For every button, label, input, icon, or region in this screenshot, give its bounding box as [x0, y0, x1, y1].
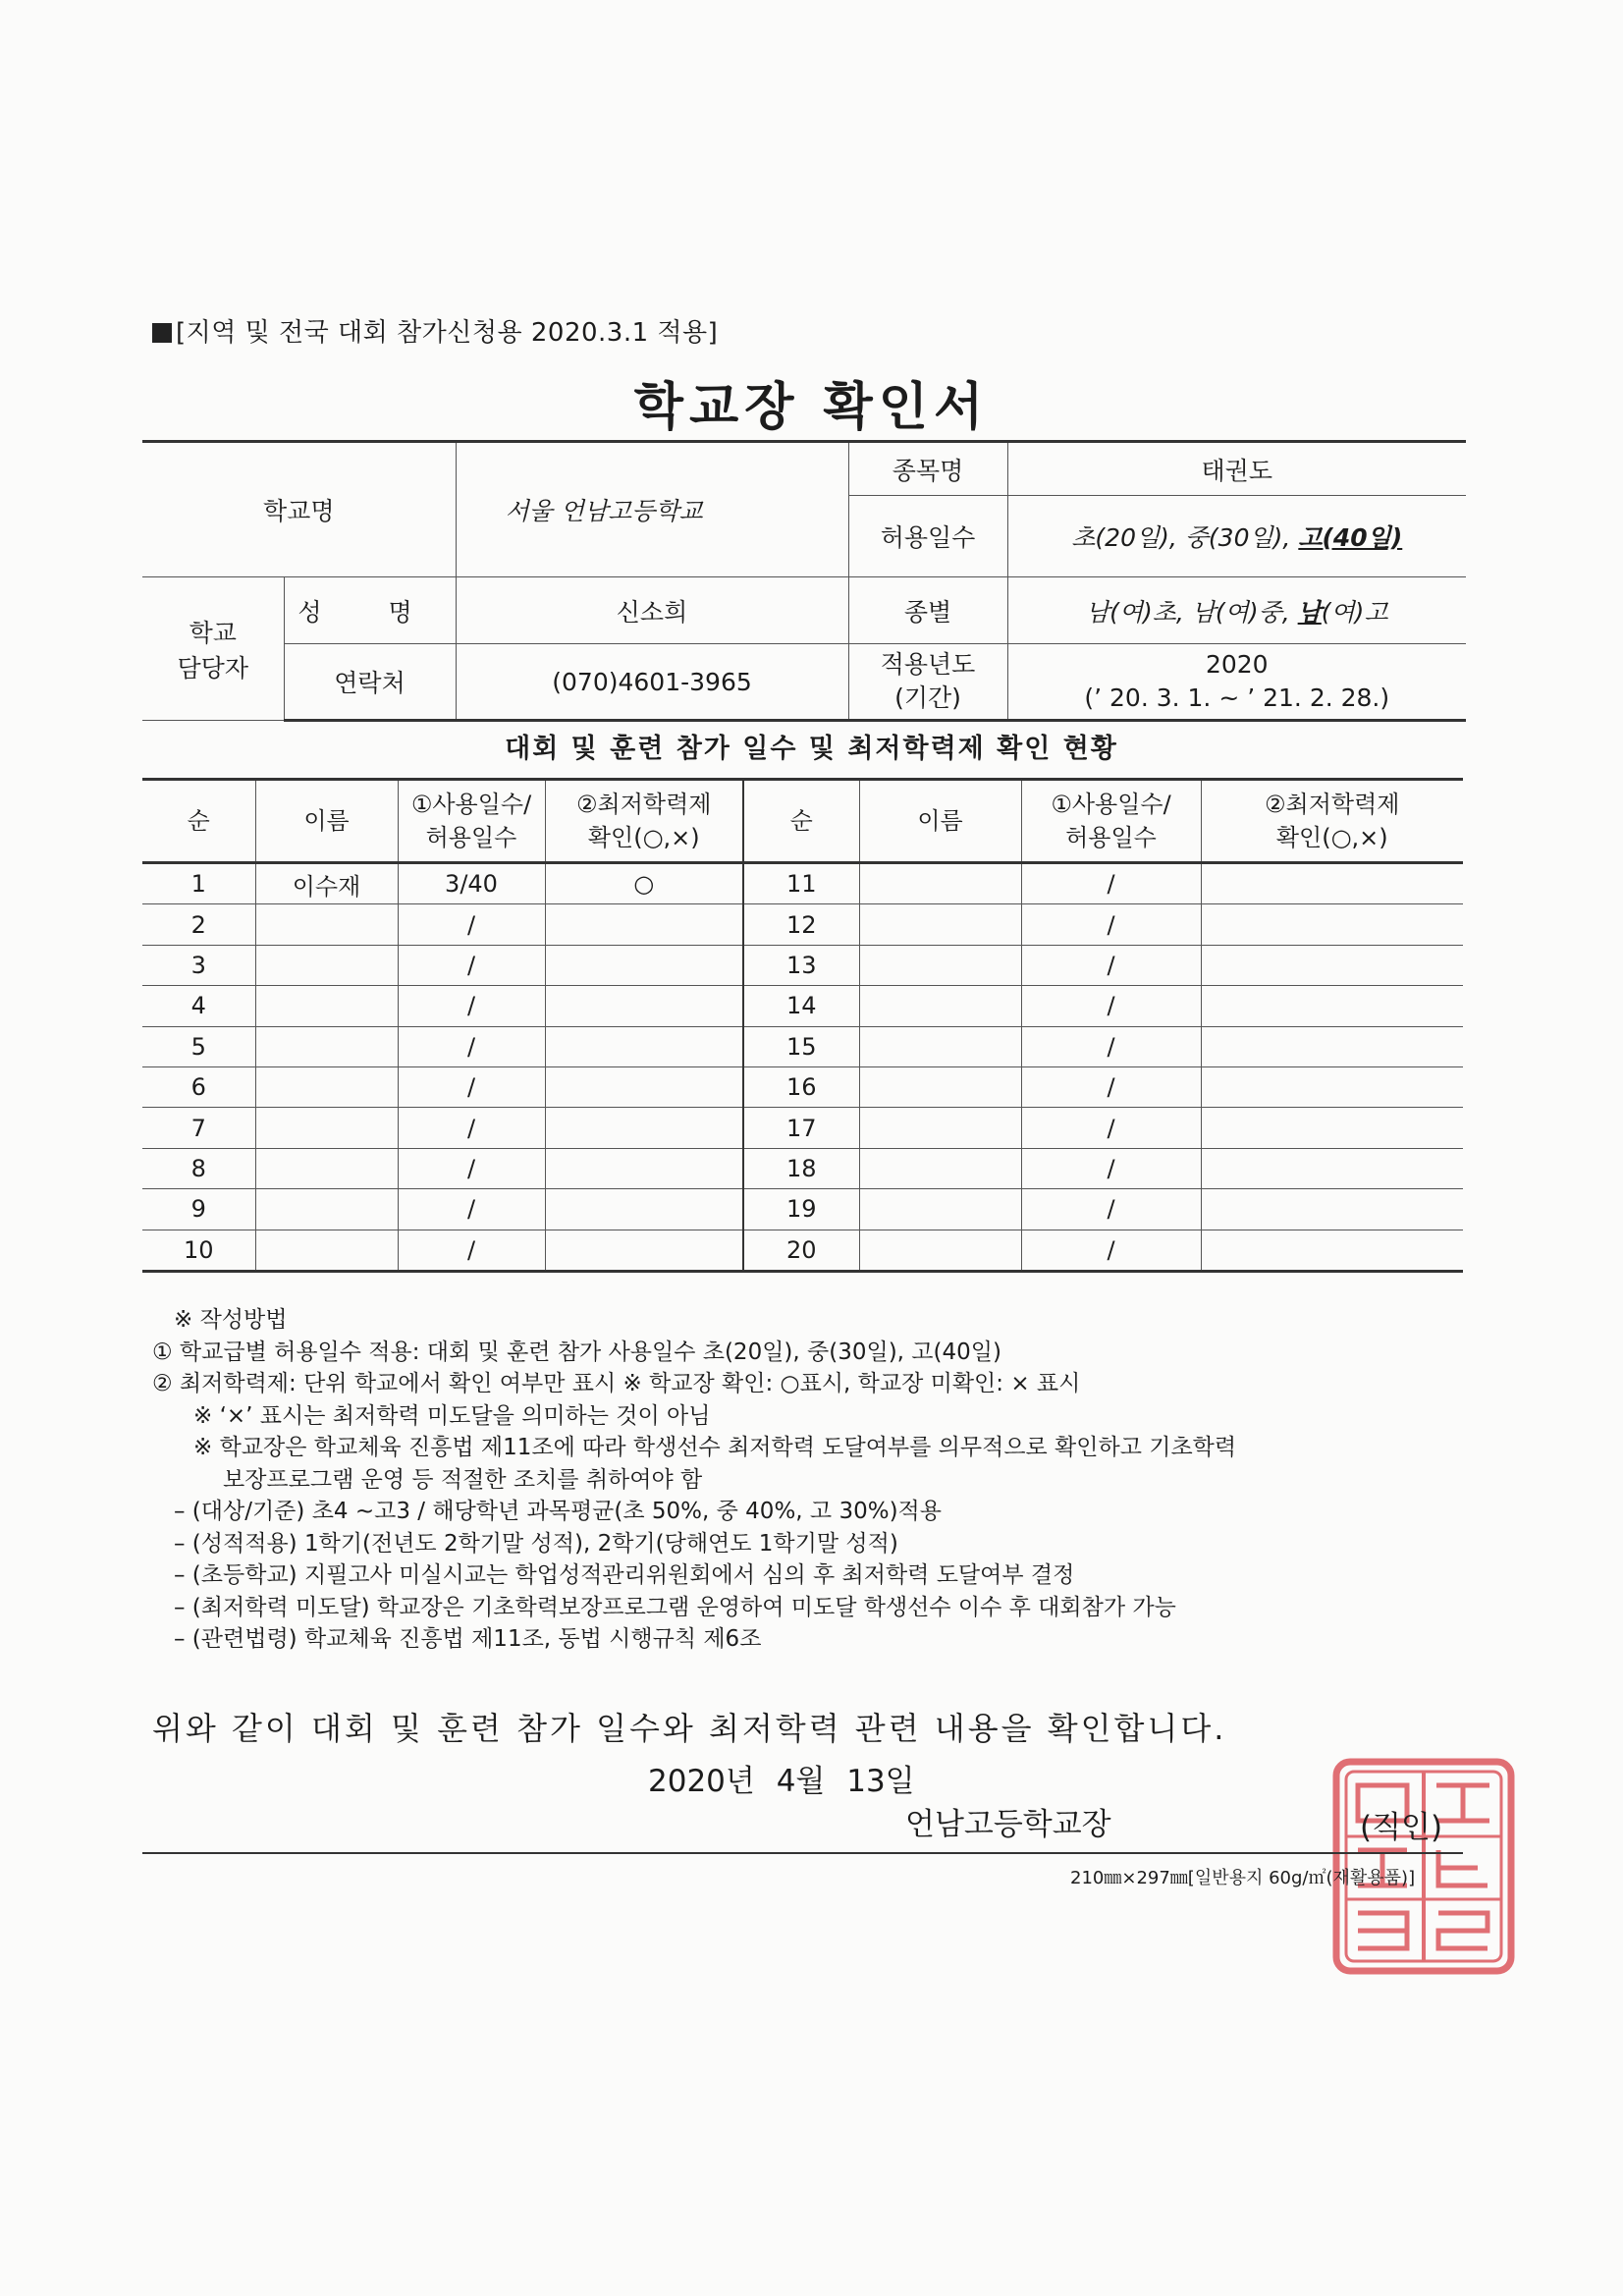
staff-name-value: 신소희 — [456, 577, 848, 644]
row-check — [545, 945, 743, 985]
instruction-item: – (대상/기준) 초4 ~고3 / 해당학년 과목평균(초 50%, 중 40%, 고 30%)적용 — [174, 1499, 942, 1524]
table-row — [142, 945, 1463, 985]
row-no: 12 — [743, 904, 859, 945]
instruction-item: ※ 학교장은 학교체육 진흥법 제11조에 따라 학생선수 최저학력 도달여부를 의무적으로 확인하고 기초학력 — [193, 1435, 1237, 1460]
instructions-heading: ※ 작성방법 — [174, 1307, 288, 1333]
row-name — [255, 945, 398, 985]
row-days: / — [398, 1230, 545, 1271]
form-version-text: [지역 및 전국 대회 참가신청용 2020.3.1 적용] — [176, 318, 719, 348]
row-days: / — [1021, 1189, 1201, 1230]
row-days: / — [398, 904, 545, 945]
row-days: / — [398, 1066, 545, 1107]
row-days: / — [398, 1148, 545, 1188]
row-no: 6 — [142, 1066, 255, 1107]
row-days: 3/40 — [398, 863, 545, 904]
row-check — [1201, 1230, 1463, 1271]
instruction-item: ① 학교급별 허용일수 적용: 대회 및 훈련 참가 사용일수 초(20일), 중(30일), 고(40일) — [152, 1339, 1001, 1365]
table-row — [142, 1066, 1463, 1107]
row-check — [1201, 1189, 1463, 1230]
year-label: 적용년도 (기간) — [848, 644, 1007, 721]
row-name — [255, 986, 398, 1026]
row-check — [1201, 863, 1463, 904]
school-info-table — [142, 440, 1466, 722]
row-name — [255, 904, 398, 945]
year-value: 2020 (’ 20. 3. 1. ~ ’ 21. 2. 28.) — [1007, 644, 1466, 721]
instruction-item: – (관련법령) 학교체육 진흥법 제11조, 동법 시행규칙 제6조 — [174, 1626, 762, 1652]
row-no: 11 — [743, 863, 859, 904]
row-days: / — [398, 1108, 545, 1148]
row-name: 이수재 — [255, 863, 398, 904]
row-no: 15 — [743, 1026, 859, 1066]
instructions-section — [152, 1304, 1236, 1656]
row-check — [545, 1108, 743, 1148]
row-check — [1201, 945, 1463, 985]
row-no: 19 — [743, 1189, 859, 1230]
page-title: 학교장 확인서 — [633, 378, 990, 437]
allowed-days-value: 초(20일), 중(30일), 고(40일) — [1007, 496, 1466, 577]
header-check: ②최저학력제 확인(○,×) — [1201, 780, 1463, 863]
confirmation-statement: 위와 같이 대회 및 훈련 참가 일수와 최저학력 관련 내용을 확인합니다. — [152, 1710, 1227, 1747]
seal-label: (직인) — [1360, 1810, 1443, 1845]
instruction-item: 보장프로그램 운영 등 적절한 조치를 취하여야 함 — [223, 1466, 703, 1493]
row-name — [859, 945, 1021, 985]
row-days: / — [398, 986, 545, 1026]
row-days: / — [1021, 1026, 1201, 1066]
table-row — [142, 1026, 1463, 1066]
row-no: 8 — [142, 1148, 255, 1188]
row-name — [255, 1026, 398, 1066]
row-name — [859, 1066, 1021, 1107]
row-days: / — [1021, 1108, 1201, 1148]
row-name — [859, 904, 1021, 945]
row-check — [545, 904, 743, 945]
staff-name-label: 성 명 — [284, 577, 456, 644]
divider-line — [142, 1852, 1463, 1854]
row-days: / — [398, 945, 545, 985]
instruction-item: ※ ‘×’ 표시는 최저학력 미도달을 의미하는 것이 아님 — [193, 1402, 711, 1429]
row-no: 3 — [142, 945, 255, 985]
row-name — [859, 1026, 1021, 1066]
row-name — [859, 1148, 1021, 1188]
header-days: ①사용일수/ 허용일수 — [398, 780, 545, 863]
header-no: 순 — [743, 780, 859, 863]
row-days: / — [398, 1189, 545, 1230]
gender-value: 남(여)초, 남(여)중, 남(여)고 — [1007, 577, 1466, 644]
issue-date: 2020년 4월 13일 — [648, 1764, 915, 1799]
row-no: 9 — [142, 1189, 255, 1230]
row-name — [859, 1189, 1021, 1230]
row-check — [1201, 1108, 1463, 1148]
row-check — [1201, 1148, 1463, 1188]
contact-value: (070)4601-3965 — [456, 644, 848, 721]
gender-label: 종별 — [848, 577, 1007, 644]
row-check — [545, 1230, 743, 1271]
row-check — [545, 986, 743, 1026]
row-check — [1201, 986, 1463, 1026]
school-name-value: 서울 언남고등학교 — [456, 442, 848, 577]
row-no: 7 — [142, 1108, 255, 1148]
row-no: 2 — [142, 904, 255, 945]
row-no: 5 — [142, 1026, 255, 1066]
square-bullet-icon — [152, 323, 172, 343]
row-no: 18 — [743, 1148, 859, 1188]
row-days: / — [1021, 863, 1201, 904]
row-no: 16 — [743, 1066, 859, 1107]
row-days: / — [1021, 904, 1201, 945]
row-name — [255, 1230, 398, 1271]
row-name — [859, 1230, 1021, 1271]
header-name: 이름 — [859, 780, 1021, 863]
table-row — [142, 863, 1463, 904]
instruction-item: – (성적적용) 1학기(전년도 2학기말 성적), 2학기(당해연도 1학기말 성적) — [174, 1530, 898, 1557]
header-days: ①사용일수/ 허용일수 — [1021, 780, 1201, 863]
row-name — [859, 1108, 1021, 1148]
table-row — [142, 1148, 1463, 1188]
row-check — [1201, 1066, 1463, 1107]
row-days: / — [1021, 1230, 1201, 1271]
row-check — [545, 1026, 743, 1066]
school-name-label: 학교명 — [142, 442, 456, 577]
principal-title: 언남고등학교장 — [905, 1807, 1111, 1842]
allowed-days-label: 허용일수 — [848, 496, 1007, 577]
participation-table — [142, 778, 1463, 1273]
instruction-item: – (최저학력 미도달) 학교장은 기초학력보장프로그램 운영하여 미도달 학생선수 이수 후 대회참가 가능 — [174, 1594, 1176, 1620]
row-days: / — [1021, 986, 1201, 1026]
row-check — [545, 1189, 743, 1230]
row-no: 13 — [743, 945, 859, 985]
row-no: 10 — [142, 1230, 255, 1271]
header-check: ②최저학력제 확인(○,×) — [545, 780, 743, 863]
table-subtitle: 대회 및 훈련 참가 일수 및 최저학력제 확인 현황 — [505, 734, 1118, 764]
row-check: ○ — [545, 863, 743, 904]
event-label: 종목명 — [848, 442, 1007, 496]
instruction-item: – (초등학교) 지필고사 미실시교는 학업성적관리위원회에서 심의 후 최저학력 도달여부 결정 — [174, 1562, 1075, 1588]
row-name — [255, 1108, 398, 1148]
row-check — [545, 1148, 743, 1188]
event-value: 태권도 — [1007, 442, 1466, 496]
row-name — [255, 1066, 398, 1107]
row-days: / — [1021, 1148, 1201, 1188]
row-days: / — [1021, 1066, 1201, 1107]
row-days: / — [1021, 945, 1201, 985]
table-row — [142, 1230, 1463, 1271]
row-name — [255, 1148, 398, 1188]
staff-label: 학교 담당자 — [142, 577, 284, 721]
row-no: 1 — [142, 863, 255, 904]
row-name — [255, 1189, 398, 1230]
table-row — [142, 1108, 1463, 1148]
contact-label: 연락처 — [284, 644, 456, 721]
row-no: 14 — [743, 986, 859, 1026]
row-no: 20 — [743, 1230, 859, 1271]
instruction-item: ② 최저학력제: 단위 학교에서 확인 여부만 표시 ※ 학교장 확인: ○표시, 학교장 미확인: × 표시 — [152, 1371, 1081, 1396]
form-version-label — [152, 312, 718, 349]
row-days: / — [398, 1026, 545, 1066]
row-check — [1201, 1026, 1463, 1066]
header-name: 이름 — [255, 780, 398, 863]
table-row — [142, 904, 1463, 945]
table-row — [142, 986, 1463, 1026]
paper-spec-footer: 210㎜×297㎜[일반용지 60g/㎡(재활용품)] — [1070, 1868, 1416, 1888]
row-no: 17 — [743, 1108, 859, 1148]
table-row — [142, 1189, 1463, 1230]
row-no: 4 — [142, 986, 255, 1026]
header-no: 순 — [142, 780, 255, 863]
row-name — [859, 863, 1021, 904]
row-check — [545, 1066, 743, 1107]
row-name — [859, 986, 1021, 1026]
row-check — [1201, 904, 1463, 945]
